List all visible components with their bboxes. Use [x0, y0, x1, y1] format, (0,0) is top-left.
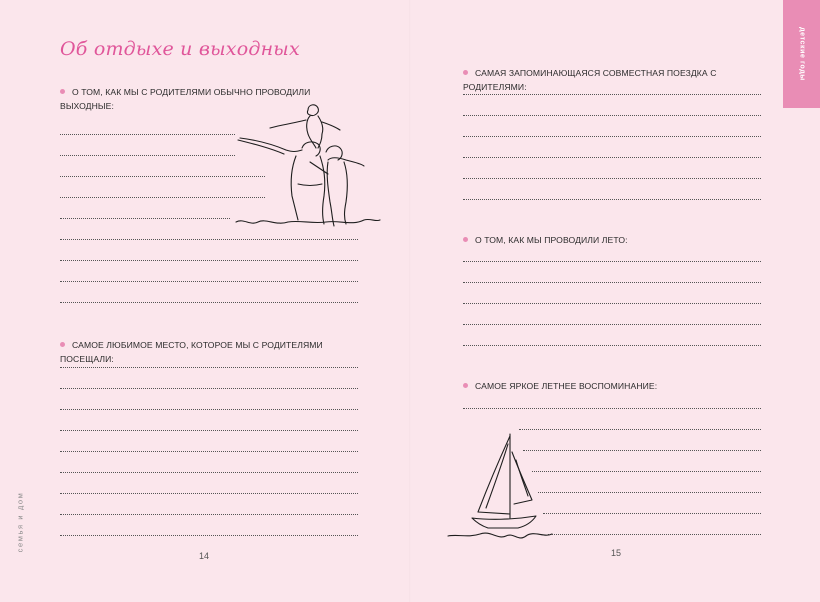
answer-line[interactable]	[60, 260, 358, 261]
answer-line[interactable]	[60, 472, 358, 473]
page-gutter	[409, 0, 411, 602]
answer-line[interactable]	[60, 281, 358, 282]
question-summer-memory	[463, 379, 763, 393]
answer-line[interactable]	[60, 409, 358, 410]
answer-line[interactable]	[60, 430, 358, 431]
answer-line[interactable]	[463, 199, 761, 200]
answer-line[interactable]	[463, 261, 761, 262]
answer-line[interactable]	[463, 303, 761, 304]
sailboat-line-drawing-icon	[448, 430, 553, 545]
answer-line[interactable]	[60, 239, 358, 240]
answer-line[interactable]	[519, 429, 761, 430]
answer-line[interactable]	[60, 514, 358, 515]
page-number-left: 14	[199, 551, 210, 561]
answer-line[interactable]	[60, 493, 358, 494]
answer-line[interactable]	[60, 451, 358, 452]
answer-line[interactable]	[60, 218, 230, 219]
answer-line[interactable]	[463, 136, 761, 137]
family-playing-line-drawing-icon	[236, 100, 381, 232]
question-memorable-trip	[463, 66, 773, 94]
answer-line[interactable]	[548, 534, 761, 535]
answer-line[interactable]	[463, 178, 761, 179]
question-favorite-place-text: САМОЕ ЛЮБИМОЕ МЕСТО, КОТОРОЕ МЫ С РОДИТЕЛЯМИ ПОСЕЩАЛИ:	[60, 340, 323, 364]
answer-line[interactable]	[543, 513, 761, 514]
answer-line[interactable]	[463, 345, 761, 346]
question-summer-memory-text: САМОЕ ЯРКОЕ ЛЕТНЕЕ ВОСПОМИНАНИЕ:	[475, 381, 658, 391]
section-tab[interactable]	[783, 0, 820, 108]
question-summer	[463, 233, 763, 247]
answer-line[interactable]	[60, 176, 265, 177]
answer-line[interactable]	[523, 450, 761, 451]
answer-line[interactable]	[60, 155, 235, 156]
section-side-label: семья и дом	[15, 491, 25, 553]
bullet-icon	[463, 237, 468, 242]
answer-line[interactable]	[60, 367, 358, 368]
answer-line[interactable]	[60, 388, 358, 389]
answer-line[interactable]	[60, 302, 358, 303]
question-weekends-text: О ТОМ, КАК МЫ С РОДИТЕЛЯМИ ОБЫЧНО ПРОВОДИЛИ ВЫХОДНЫЕ:	[60, 87, 311, 111]
answer-line[interactable]	[463, 282, 761, 283]
bullet-icon	[463, 383, 468, 388]
page-title: Об отдыхе и выходных	[60, 38, 300, 60]
answer-line[interactable]	[532, 471, 761, 472]
bullet-icon	[60, 89, 65, 94]
answer-line[interactable]	[463, 115, 761, 116]
answer-line[interactable]	[463, 94, 761, 95]
answer-line[interactable]	[60, 197, 265, 198]
question-summer-text: О ТОМ, КАК МЫ ПРОВОДИЛИ ЛЕТО:	[475, 235, 628, 245]
question-memorable-trip-text: САМАЯ ЗАПОМИНАЮЩАЯСЯ СОВМЕСТНАЯ ПОЕЗДКА С РОДИТЕЛЯМИ:	[463, 68, 717, 92]
bullet-icon	[463, 70, 468, 75]
question-favorite-place	[60, 338, 360, 366]
answer-line[interactable]	[463, 324, 761, 325]
section-tab-label: детские годы	[798, 27, 805, 81]
answer-line[interactable]	[463, 408, 761, 409]
answer-line[interactable]	[60, 535, 358, 536]
answer-line[interactable]	[463, 157, 761, 158]
answer-line[interactable]	[538, 492, 761, 493]
answer-line[interactable]	[60, 134, 235, 135]
page-number-right: 15	[611, 548, 622, 558]
bullet-icon	[60, 342, 65, 347]
